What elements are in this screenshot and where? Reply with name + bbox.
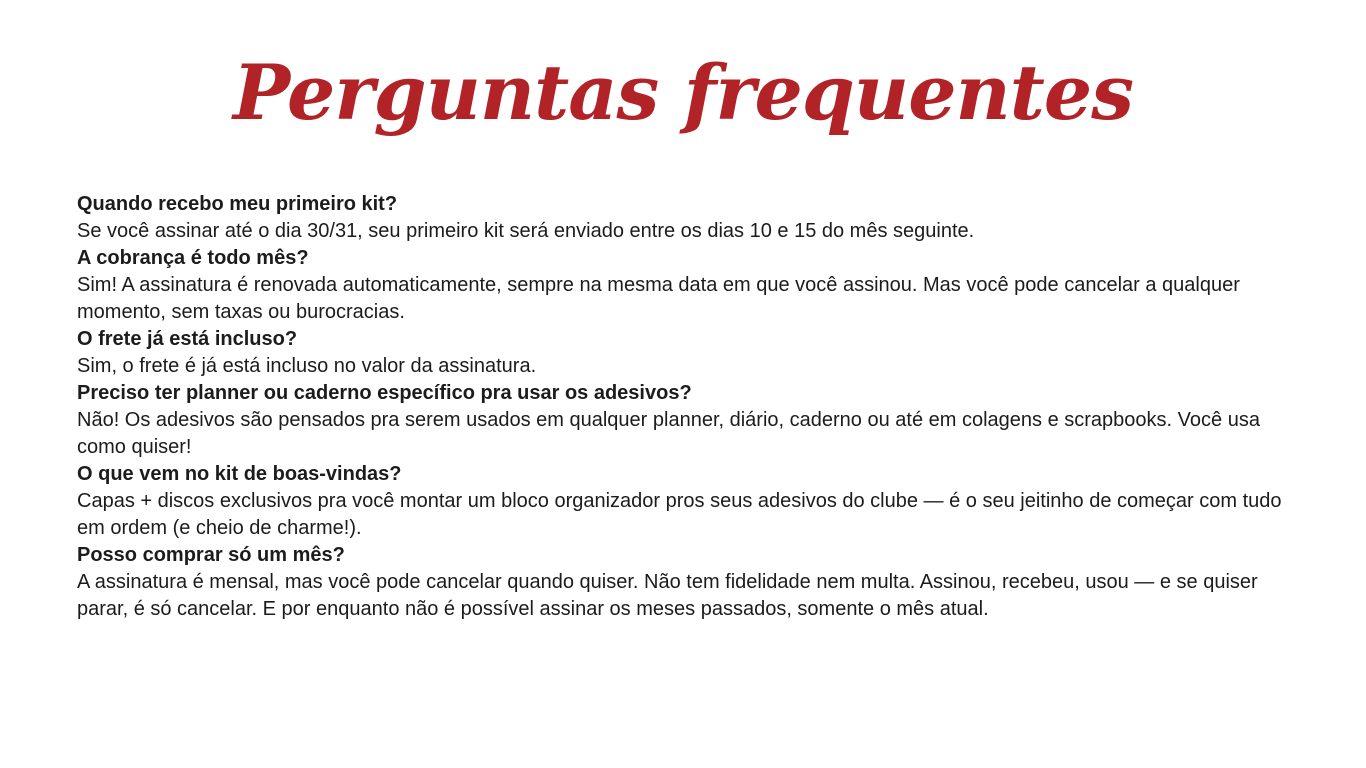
faq-answer: Sim! A assinatura é renovada automaticamente, sempre na mesma data em que você assinou. Mas você pode cancelar a qualquer momento, sem taxas ou burocracias. — [77, 274, 1240, 323]
faq-answer: Capas + discos exclusivos pra você montar um bloco organizador pros seus adesivos do clube — é o seu jeitinho de começar com tudo em ordem (e cheio de charme!). — [77, 490, 1282, 539]
faq-question: Posso comprar só um mês? — [77, 544, 345, 566]
page-title: Perguntas frequentes — [232, 48, 1134, 137]
faq-question: Quando recebo meu primeiro kit? — [77, 193, 398, 215]
faq-list — [77, 191, 1282, 623]
faq-item — [77, 245, 1282, 326]
faq-item — [77, 380, 1282, 461]
faq-question: O que vem no kit de boas-vindas? — [77, 463, 402, 485]
faq-answer: Se você assinar até o dia 30/31, seu primeiro kit será enviado entre os dias 10 e 15 do mês seguinte. — [77, 220, 975, 242]
faq-question: Preciso ter planner ou caderno específico pra usar os adesivos? — [77, 382, 692, 404]
faq-item — [77, 461, 1282, 542]
faq-question: A cobrança é todo mês? — [77, 247, 309, 269]
faq-answer: Sim, o frete é já está incluso no valor da assinatura. — [77, 355, 537, 377]
faq-answer: A assinatura é mensal, mas você pode cancelar quando quiser. Não tem fidelidade nem multa. Assinou, recebeu, usou — e se quiser parar, é só cancelar. E por enquanto não é possível assinar os meses passados, somente o mês atual. — [77, 571, 1258, 620]
faq-question: O frete já está incluso? — [77, 328, 298, 350]
faq-item — [77, 191, 1282, 245]
faq-item — [77, 542, 1282, 623]
faq-item — [77, 326, 1282, 380]
faq-answer: Não! Os adesivos são pensados pra serem usados em qualquer planner, diário, caderno ou até em colagens e scrapbooks. Você usa como quiser! — [77, 409, 1260, 458]
